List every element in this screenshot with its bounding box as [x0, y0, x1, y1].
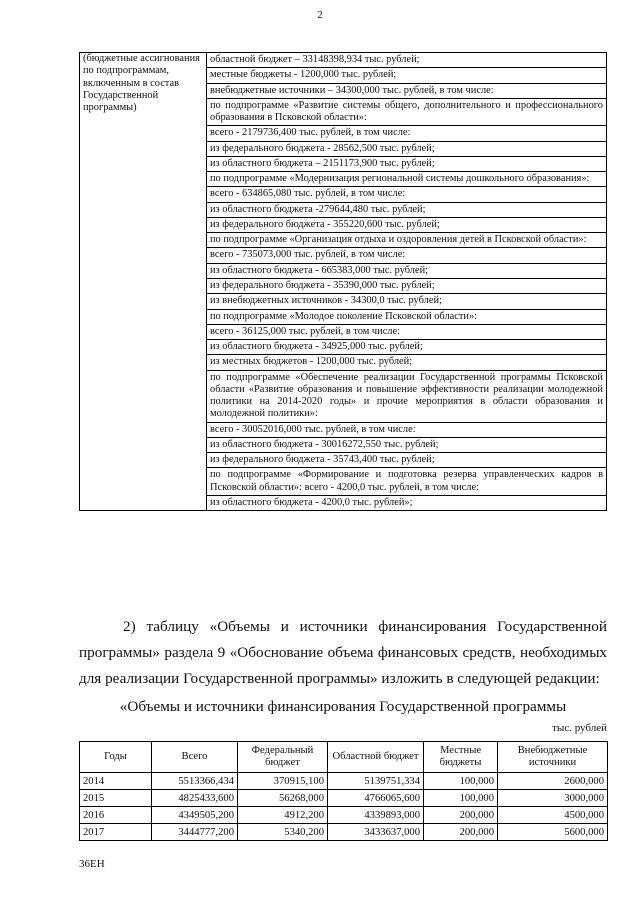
funding-entry: всего - 30052016,000 тыс. рублей, в том числе: — [207, 422, 606, 437]
regional-cell: 4766065,600 — [328, 790, 424, 807]
funding-entry: из федерального бюджета - 28562,500 тыс. рублей; — [207, 141, 606, 156]
funding-category-label: (бюджетные ассигнования по подпрограммам, включенным в состав Государственной программы) — [80, 53, 207, 511]
funding-entry: из областного бюджета -279644,480 тыс. рублей; — [207, 202, 606, 217]
funding-entry: из федерального бюджета - 35743,400 тыс. рублей; — [207, 452, 606, 467]
subprogram-heading: по подпрограмме «Молодое поколение Псковской области»: — [207, 309, 606, 324]
subprogram-heading: по подпрограмме «Организация отдыха и оздоровления детей в Псковской области»: — [207, 232, 606, 247]
year-cell: 2016 — [80, 807, 152, 824]
regional-cell: 4339893,000 — [328, 807, 424, 824]
year-cell: 2017 — [80, 824, 152, 841]
unit-label: тыс. рублей — [552, 722, 607, 734]
funding-entry: всего - 36125,000 тыс. рублей, в том числе: — [207, 324, 606, 339]
funding-sources-table — [79, 52, 607, 511]
extrabudgetary-cell: 3000,000 — [498, 790, 608, 807]
column-header-years: Годы — [80, 742, 152, 773]
regional-cell: 3433637,000 — [328, 824, 424, 841]
extrabudgetary-cell: 2600,000 — [498, 773, 608, 790]
total-cell: 4825433,600 — [152, 790, 238, 807]
local-cell: 100,000 — [424, 790, 498, 807]
funding-entry: из областного бюджета – 2151173,900 тыс. рублей; — [207, 156, 606, 171]
federal-cell: 56268,000 — [238, 790, 328, 807]
funding-entry: из областного бюджета - 4200,0 тыс. рублей»; — [207, 495, 606, 510]
amendment-paragraph — [79, 614, 607, 692]
federal-cell: 370915,100 — [238, 773, 328, 790]
local-cell: 200,000 — [424, 807, 498, 824]
extrabudgetary-cell: 4500,000 — [498, 807, 608, 824]
funding-entry: всего - 735073,000 тыс. рублей, в том числе: — [207, 247, 606, 262]
local-cell: 100,000 — [424, 773, 498, 790]
table-row — [80, 824, 608, 841]
amendment-paragraph-text: 2) таблицу «Объемы и источники финансирования Государственной программы» раздела 9 «Обоснование объема финансовых средств, необходимых для реализации Государственной программы» изложить в следующей редакции: — [79, 618, 607, 687]
page-number: 2 — [317, 9, 323, 21]
subprogram-heading: по подпрограмме «Развитие системы общего, дополнительного и профессионального образования в Псковской области»: — [207, 98, 606, 126]
column-header-extrabudgetary: Внебюджетные источники — [498, 742, 608, 773]
funding-entry: областной бюджет – 33148398,934 тыс. рублей; — [210, 54, 420, 65]
column-header-total: Всего — [152, 742, 238, 773]
total-cell: 3444777,200 — [152, 824, 238, 841]
funding-entries-cell — [207, 53, 607, 511]
subprogram-heading: по подпрограмме «Модернизация региональной системы дошкольного образования»: — [207, 171, 606, 186]
subprogram-heading: по подпрограмме «Обеспечение реализации Государственной программы Псковской области «Развитие образования и повышение эффективности реализации молодежной политики на 2014-2020 годы» и прочие мероприятия в области образования и молодежной политики»: — [207, 370, 606, 422]
column-header-local: Местные бюджеты — [424, 742, 498, 773]
table-row — [80, 790, 608, 807]
document-code: 36ЕН — [79, 858, 105, 870]
funding-entry: из федерального бюджета - 355220,600 тыс. рублей; — [207, 217, 606, 232]
year-cell: 2015 — [80, 790, 152, 807]
funding-entry: внебюджетные источники – 34300,000 тыс. рублей, в том числе: — [207, 83, 606, 98]
federal-cell: 5340,200 — [238, 824, 328, 841]
local-cell: 200,000 — [424, 824, 498, 841]
table-heading: «Объемы и источники финансирования Государственной программы — [119, 698, 567, 715]
funding-entry: из федерального бюджета - 35390,000 тыс. рублей; — [207, 278, 606, 293]
table-header-row — [80, 742, 608, 773]
funding-entry: из внебюджетных источников - 34300,0 тыс. рублей; — [207, 293, 606, 308]
extrabudgetary-cell: 5600,000 — [498, 824, 608, 841]
total-cell: 5513366,434 — [152, 773, 238, 790]
funding-entry: из областного бюджета - 30016272,550 тыс. рублей; — [207, 437, 606, 452]
regional-cell: 5139751,334 — [328, 773, 424, 790]
funding-entry: из областного бюджета - 665383,000 тыс. рублей; — [207, 263, 606, 278]
funding-entry: из областного бюджета - 34925,000 тыс. рублей; — [207, 339, 606, 354]
column-header-regional: Областной бюджет — [328, 742, 424, 773]
column-header-federal: Федеральный бюджет — [238, 742, 328, 773]
total-cell: 4349505,200 — [152, 807, 238, 824]
year-cell: 2014 — [80, 773, 152, 790]
subprogram-heading: по подпрограмме «Формирование и подготовка резерва управленческих кадров в Псковской области»: всего - 4200,0 тыс. рублей, в том числе: — [207, 467, 606, 495]
funding-entry: всего - 2179736,400 тыс. рублей, в том числе: — [207, 125, 606, 140]
table-row — [80, 773, 608, 790]
funding-entry: из местных бюджетов - 1200,000 тыс. рублей; — [207, 354, 606, 369]
federal-cell: 4912,200 — [238, 807, 328, 824]
funding-entry: местные бюджеты - 1200,000 тыс. рублей; — [207, 67, 606, 82]
yearly-funding-table — [79, 741, 608, 841]
table-row — [80, 807, 608, 824]
funding-entry: всего - 634865,080 тыс. рублей, в том числе: — [207, 186, 606, 201]
